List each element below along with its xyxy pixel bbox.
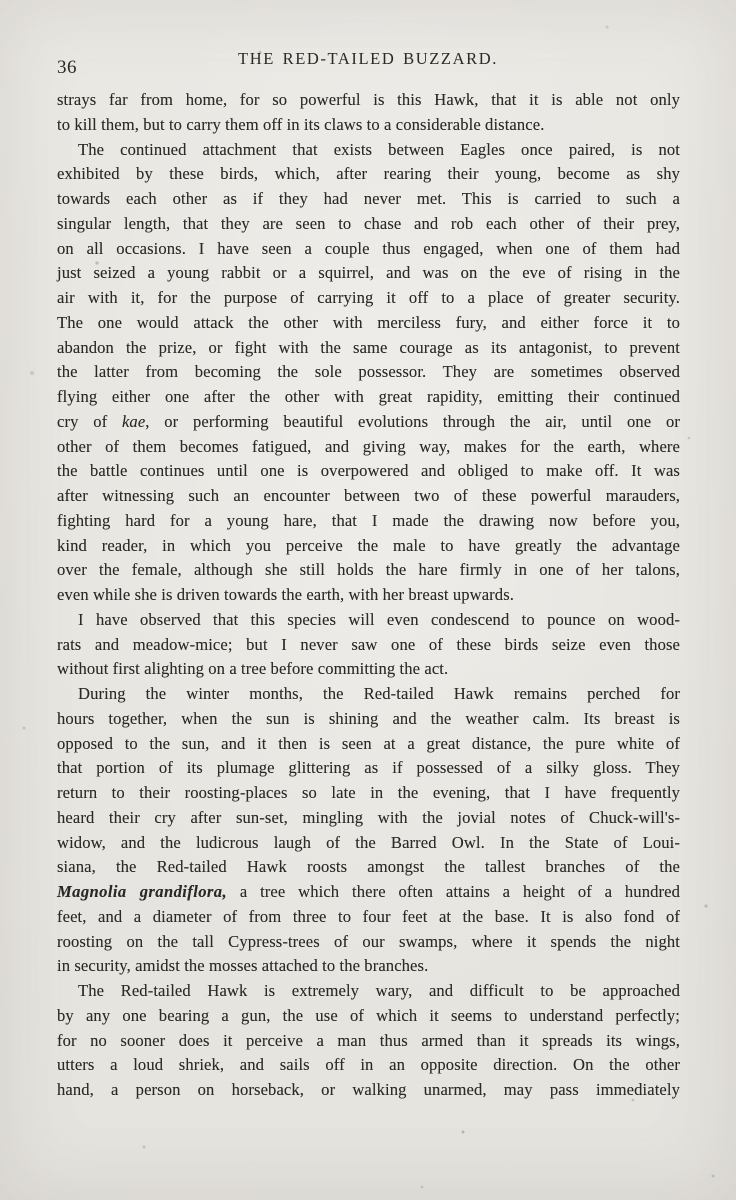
text-line xyxy=(57,707,680,732)
text-segment: over the female, although she still holds the hare firmly in one of her talons, xyxy=(57,560,680,580)
text-line xyxy=(57,806,680,831)
text-line xyxy=(57,657,680,682)
text-line xyxy=(57,855,680,880)
bold-italic-text: Magnolia grandiflora, xyxy=(57,882,228,901)
text-line xyxy=(57,88,680,113)
text-line xyxy=(57,435,680,460)
text-line xyxy=(57,459,680,484)
text-segment: siana, the Red-tailed Hawk roosts amongst the tallest branches of the xyxy=(57,857,680,877)
italic-text: kae xyxy=(121,411,146,431)
text-segment: flying either one after the other with great rapidity, emitting their continued xyxy=(57,387,680,406)
text-segment: abandon the prize, or fight with the same courage as its antagonist, to prevent xyxy=(57,337,680,357)
text-line xyxy=(57,385,680,410)
text-segment: to kill them, but to carry them off in its claws to a considerable distance. xyxy=(57,114,545,134)
text-segment: after witnessing such an encounter between two of these powerful marauders, xyxy=(57,486,680,505)
text-segment: singular length, that they are seen to chase and rob each other of their prey, xyxy=(57,213,680,233)
text-segment: widow, and the ludicrous laugh of the Barred Owl. In the State of Loui- xyxy=(57,832,680,852)
text-line xyxy=(57,410,680,435)
text-line xyxy=(57,113,680,138)
text-block xyxy=(57,88,680,1103)
text-line xyxy=(57,336,680,361)
text-line xyxy=(57,756,680,781)
text-line xyxy=(57,1029,680,1054)
text-segment: The continued attachment that exists between Eagles once paired, is not xyxy=(78,139,680,159)
text-segment: utters a loud shriek, and sails off in an opposite direction. On the other xyxy=(57,1055,680,1075)
text-segment: the latter from becoming the sole possessor. They are sometimes observed xyxy=(57,362,680,382)
text-line xyxy=(57,905,680,930)
page-number: 36 xyxy=(57,57,77,78)
text-segment: even while she is driven towards the earth, with her breast upwards. xyxy=(57,585,515,604)
text-line xyxy=(57,138,680,163)
text-segment: without first alighting on a tree before committing the act. xyxy=(57,659,449,679)
text-line xyxy=(57,212,680,237)
text-line xyxy=(57,237,680,262)
text-line xyxy=(57,1078,680,1103)
text-line xyxy=(57,880,680,905)
text-line xyxy=(57,954,680,979)
text-segment: hand, a person on horseback, or walking unarmed, may pass immediately xyxy=(57,1080,680,1099)
text-segment: that portion of its plumage glittering as if possessed of a silky gloss. They xyxy=(57,758,680,778)
text-line xyxy=(57,583,680,608)
text-segment: The one would attack the other with merciless fury, and either force it to xyxy=(57,312,680,332)
paper-texture xyxy=(0,0,2,2)
text-line xyxy=(57,781,680,806)
text-segment: just seized a young rabbit or a squirrel, and was on the eve of rising in the xyxy=(57,263,680,283)
text-segment: strays far from home, for so powerful is this Hawk, that it is able not only xyxy=(57,90,680,109)
text-line xyxy=(57,558,680,583)
text-line xyxy=(57,187,680,212)
text-line xyxy=(57,682,680,707)
text-line xyxy=(57,831,680,856)
text-segment: other of them becomes fatigued, and giving way, makes for the earth, where xyxy=(57,436,680,456)
text-line xyxy=(57,286,680,311)
text-line xyxy=(57,930,680,955)
text-line xyxy=(57,534,680,559)
text-line xyxy=(57,732,680,757)
text-segment: kind reader, in which you perceive the male to have greatly the advantage xyxy=(57,535,680,555)
text-segment: a tree which there often attains a height of a hundred xyxy=(227,882,680,901)
text-segment: towards each other as if they had never met. This is carried to such a xyxy=(57,189,680,208)
text-line xyxy=(57,311,680,336)
text-segment: rats and meadow-mice; but I never saw one of these birds seize even those xyxy=(57,634,680,654)
text-line xyxy=(57,509,680,534)
text-segment: roosting on the tall Cypress-trees of our swamps, where it spends the night xyxy=(57,931,680,951)
text-line xyxy=(57,360,680,385)
text-segment: by any one bearing a gun, the use of which it seems to understand perfectly; xyxy=(57,1005,680,1025)
text-segment: , or performing beautiful evolutions through the air, until one or xyxy=(145,411,680,431)
text-segment: I have observed that this species will even condescend to pounce on wood- xyxy=(78,609,680,629)
text-segment: in security, amidst the mosses attached to the branches. xyxy=(57,956,429,976)
text-line xyxy=(57,633,680,658)
text-segment: the battle continues until one is overpowered and obliged to make off. It was xyxy=(57,461,680,481)
text-line xyxy=(57,979,680,1004)
text-line xyxy=(57,484,680,509)
text-segment: return to their roosting-places so late in the evening, that I have frequently xyxy=(57,783,680,802)
running-head: THE RED-TAILED BUZZARD. xyxy=(238,49,498,68)
text-segment: During the winter months, the Red-tailed Hawk remains perched for xyxy=(78,684,680,703)
text-segment: fighting hard for a young hare, that I made the drawing now before you, xyxy=(57,510,680,530)
text-segment: hours together, when the sun is shining and the weather calm. Its breast is xyxy=(57,708,680,728)
text-segment: exhibited by these birds, which, after rearing their young, become as shy xyxy=(57,164,680,184)
text-segment: feet, and a diameter of from three to four feet at the base. It is also fond of xyxy=(57,906,680,926)
text-line xyxy=(57,261,680,286)
text-segment: on all occasions. I have seen a couple thus engaged, when one of them had xyxy=(57,238,680,258)
text-segment: cry of xyxy=(57,411,122,431)
text-line xyxy=(57,1053,680,1078)
text-segment: opposed to the sun, and it then is seen at a great distance, the pure white of xyxy=(57,733,680,753)
text-segment: The Red-tailed Hawk is extremely wary, and difficult to be approached xyxy=(78,981,680,1000)
text-line xyxy=(57,608,680,633)
text-segment: air with it, for the purpose of carrying it off to a place of greater security. xyxy=(57,288,680,307)
text-line xyxy=(57,162,680,187)
text-segment: for no sooner does it perceive a man thus armed than it spreads its wings, xyxy=(57,1030,680,1050)
text-segment: heard their cry after sun-set, mingling with the jovial notes of Chuck-will's- xyxy=(57,807,680,827)
text-line xyxy=(57,1004,680,1029)
